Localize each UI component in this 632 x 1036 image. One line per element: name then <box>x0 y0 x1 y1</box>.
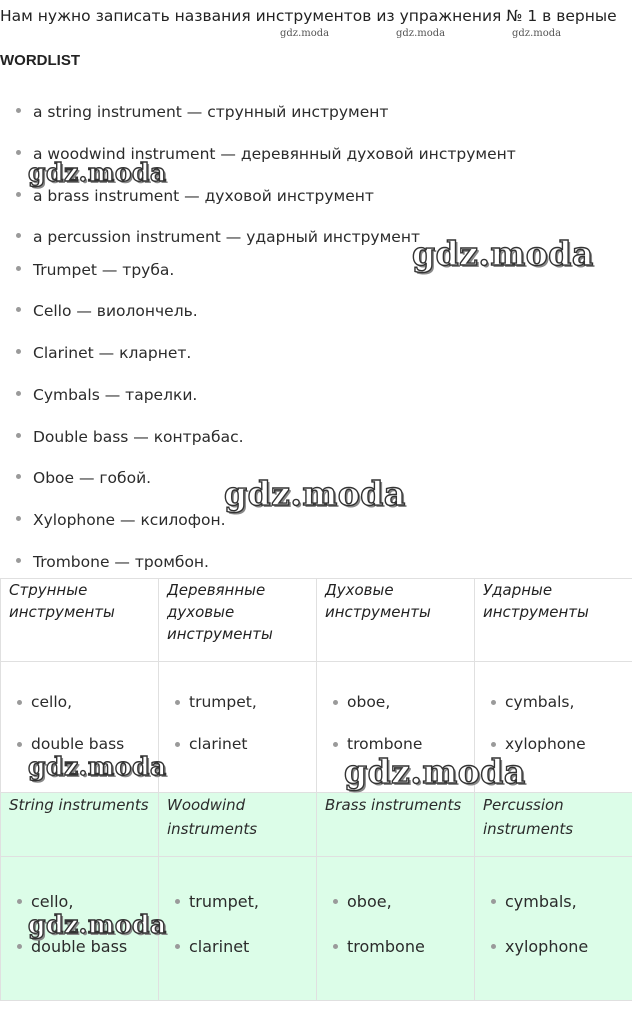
wordlist-item: a string instrument — струнный инструмент <box>16 102 388 122</box>
bullet-icon <box>16 266 21 271</box>
list-item: trombone <box>325 936 474 981</box>
table-cell <box>475 662 632 793</box>
watermark-small: gdz.moda <box>396 28 446 39</box>
header-cell: Brass instruments <box>317 793 475 857</box>
bullet-icon <box>16 433 21 438</box>
bullet-icon <box>16 516 21 521</box>
list-item: cello, <box>9 692 158 734</box>
watermark: gdz.moda <box>28 158 167 187</box>
list-item: xylophone <box>483 936 632 981</box>
wordlist-item: Double bass — контрабас. <box>16 427 244 447</box>
table-cell <box>159 662 317 793</box>
watermark: gdz.moda <box>412 234 594 273</box>
table-cell <box>1 662 159 793</box>
bullet-icon <box>16 150 21 155</box>
list-item: cymbals, <box>483 891 632 936</box>
bullet-icon <box>16 349 21 354</box>
table-cell <box>475 857 632 1001</box>
list-item: xylophone <box>483 734 632 776</box>
list-item: cymbals, <box>483 692 632 734</box>
header-cell: Духовые инструменты <box>317 579 475 662</box>
header-cell: String instruments <box>1 793 159 857</box>
header-cell: Ударные инструменты <box>475 579 632 662</box>
intro-text: Нам нужно записать названия инструментов из упражнения № 1 в верные <box>0 7 617 25</box>
list-item: clarinet <box>167 936 316 981</box>
wordlist-item: Xylophone — ксилофон. <box>16 510 226 530</box>
bullet-icon <box>16 108 21 113</box>
list-item: cello, <box>9 891 158 936</box>
table-cell <box>317 857 475 1001</box>
wordlist-item: Clarinet — кларнет. <box>16 343 191 363</box>
list-item: trumpet, <box>167 692 316 734</box>
wordlist-item: Trombone — тромбон. <box>16 552 209 572</box>
bullet-icon <box>16 474 21 479</box>
table-cell <box>317 662 475 793</box>
list-item: double bass <box>9 936 158 981</box>
bullet-icon <box>16 391 21 396</box>
watermark: gdz.moda <box>224 474 406 513</box>
instruments-table <box>0 578 632 1001</box>
wordlist-heading: WORDLIST <box>0 52 80 69</box>
bullet-icon <box>16 192 21 197</box>
wordlist-item: Cello — виолончель. <box>16 301 198 321</box>
wordlist-item: a percussion instrument — ударный инструмент <box>16 227 420 247</box>
list-item: double bass <box>9 734 158 776</box>
table-header-row-en <box>1 793 632 857</box>
table-row <box>1 662 632 793</box>
header-cell: Деревянные духовые инструменты <box>159 579 317 662</box>
table-header-row <box>1 579 632 662</box>
watermark-small: gdz.moda <box>512 28 562 39</box>
bullet-icon <box>16 558 21 563</box>
wordlist-item: Trumpet — труба. <box>16 260 174 280</box>
wordlist-item: Oboe — гобой. <box>16 468 151 488</box>
list-item: oboe, <box>325 891 474 936</box>
header-cell: Woodwind instruments <box>159 793 317 857</box>
wordlist-item: a brass instrument — духовой инструмент <box>16 186 374 206</box>
watermark-small: gdz.moda <box>280 28 330 39</box>
watermark: gdz.moda <box>28 910 167 939</box>
list-item: clarinet <box>167 734 316 776</box>
list-item: oboe, <box>325 692 474 734</box>
table-cell <box>1 857 159 1001</box>
bullet-icon <box>16 233 21 238</box>
table-row <box>1 857 632 1001</box>
watermark: gdz.moda <box>344 752 526 791</box>
header-cell: Percussion instruments <box>475 793 632 857</box>
list-item: trumpet, <box>167 891 316 936</box>
wordlist-item: a woodwind instrument — деревянный духовой инструмент <box>16 144 516 164</box>
bullet-icon <box>16 307 21 312</box>
list-item: trombone <box>325 734 474 776</box>
header-cell: Струнные инструменты <box>1 579 159 662</box>
watermark: gdz.moda <box>28 752 167 781</box>
table-cell <box>159 857 317 1001</box>
wordlist-item: Cymbals — тарелки. <box>16 385 197 405</box>
